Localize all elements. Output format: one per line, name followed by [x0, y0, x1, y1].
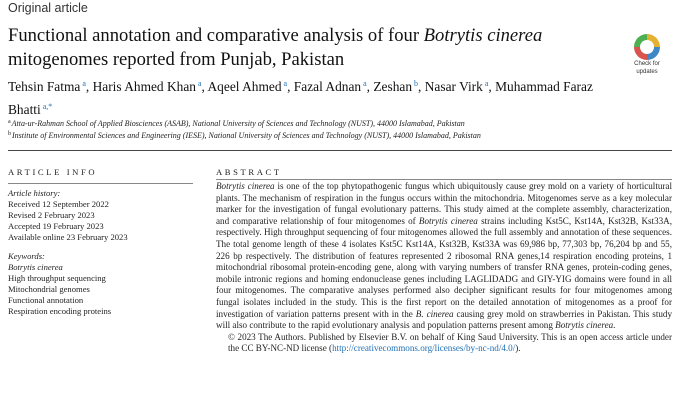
affiliation-sup: b — [8, 131, 11, 137]
abstract-text: is one of the top phytopathogenic fungus which ubiquitously cause grey mold on a variety of horticultural plants. The mechanism of respiration in the fungus occurs within the mitochondria. Mitogenomes serve as a key molecular marker for the investigation of fungal evolutionary patterns. This study aimed at the complete assembly, characterization, and comparative relationship of four mitogenomes of — [216, 181, 672, 226]
author-name[interactable]: Aqeel Ahmed — [207, 79, 282, 94]
author-name[interactable]: Nasar Virk — [424, 79, 483, 94]
title-species: Botrytis cinerea — [423, 25, 543, 46]
affiliation-sup: a — [8, 119, 11, 125]
author-name[interactable]: Fazal Adnan — [293, 79, 362, 94]
article-info-rule — [8, 183, 193, 184]
author-name[interactable]: Muhammad Faraz Bhatti — [8, 79, 593, 117]
keyword-item: Respiration encoding proteins — [8, 306, 112, 316]
article-info-heading: ARTICLE INFO — [8, 167, 98, 177]
author-name[interactable]: Zeshan — [373, 79, 413, 94]
abstract-heading: ABSTRACT — [216, 167, 282, 177]
check-updates-line-1: Check for — [634, 61, 660, 67]
affiliation-text: Atta-ur-Rahman School of Applied Biosciences (ASAB), National University of Sciences and Technology (NUST), 44000 Islamabad, Pakistan — [11, 119, 465, 128]
history-item: Available online 23 February 2023 — [8, 232, 128, 242]
check-updates-icon — [634, 34, 660, 60]
article-info — [8, 188, 193, 317]
author-separator: , — [488, 79, 496, 94]
keyword-item: Botrytis cinerea — [8, 262, 63, 272]
check-updates-line-2: updates — [636, 69, 658, 75]
paper-title — [8, 24, 598, 72]
keyword-item: High throughput sequencing — [8, 273, 106, 283]
keyword-item: Mitochondrial genomes — [8, 284, 90, 294]
abstract-text: causing grey mold on strawberries in Pakistan. This study will also contribute to the rapid evolutionary analysis and population patterns present among — [216, 308, 672, 331]
check-for-updates-badge[interactable] — [622, 34, 672, 74]
author-name[interactable]: Tehsin Fatma — [8, 79, 81, 94]
keyword-item: Functional annotation — [8, 295, 84, 305]
author-separator: , — [366, 79, 374, 94]
abstract-paragraph — [216, 181, 672, 332]
affiliation-b — [8, 129, 648, 141]
species-name: B. cinerea — [415, 308, 454, 319]
species-name: Botrytis cinerea — [216, 181, 275, 191]
title-part-2: mitogenomes reported from Punjab, Pakistan — [8, 49, 345, 70]
author-affiliation-sup[interactable]: a — [82, 79, 86, 88]
species-name: Botrytis cinerea — [418, 215, 478, 226]
author-list — [8, 74, 608, 120]
copyright-notice — [216, 332, 672, 355]
author-name[interactable]: Haris Ahmed Khan — [92, 79, 196, 94]
history-item: Revised 2 February 2023 — [8, 210, 95, 220]
author-affiliation-sup[interactable]: a — [197, 79, 202, 88]
author-affiliation-sup[interactable]: a — [484, 79, 489, 88]
license-link[interactable]: http://creativecommons.org/licenses/by-nc-nd/4.0/ — [332, 343, 516, 354]
author-separator: , — [85, 79, 93, 94]
author-affiliation-sup[interactable]: a — [363, 79, 367, 88]
affiliations — [8, 117, 648, 141]
author-affiliation-sup[interactable]: a,* — [42, 102, 53, 111]
history-item: Received 12 September 2022 — [8, 199, 109, 209]
author-separator: , — [201, 79, 208, 94]
affiliation-text: Institute of Environmental Sciences and Engineering (IESE), National University of Sciences and Technology (NUST), 44000 Islamabad, Pakistan — [12, 131, 481, 140]
species-name: Botrytis cinerea — [555, 320, 614, 331]
title-part-1: Functional annotation and comparative analysis of four — [8, 25, 424, 46]
author-affiliation-sup[interactable]: a — [283, 79, 288, 88]
abstract-text: . — [613, 320, 616, 331]
abstract-text: strains including Kst5C, Kst14A, Kst32B, Kst33A, respectively. High throughput sequencing of four mitogenomes allowed the full assembly and annotation of these sequences. The total genome length of these 4 isolates Kst5C Kst14A, Kst32B, Kst33A was 69,986 bp, 77,303 bp, 76,204 bp and 55, 226 bp respectively. The distribution of features represented 2 ribosomal RNA genes,14 respiration encoding proteins, 1 mitochondrial ribosomal protein-encoding gene, along with varying numbers of transfer RNA genes, protein-coding genes, mobile intronic regions and homing endonuclease genes including LAGLIDADG and GIY-YIG domains were found in all four mitogenomes. The comparative analyses performed also decipher significant results for four mitogenomes among fungal isolates included in the study. This is the first report on the detailed annotation of mitogenomes as a proof for investigation of variation patterns present with in the — [216, 215, 673, 319]
abstract-rule — [216, 179, 672, 180]
copyright-text: ). — [515, 343, 521, 354]
copyright-text: © 2023 The Authors. Published by Elsevier B.V. on behalf of King Saud University. This is an open access article under the CC BY-NC-ND license ( — [228, 331, 672, 354]
author-affiliation-sup[interactable]: b — [414, 79, 419, 88]
keywords-label: Keywords: — [8, 251, 45, 261]
author-separator: , — [287, 79, 294, 94]
history-label: Article history: — [8, 188, 61, 198]
section-divider — [8, 150, 672, 151]
abstract-body — [216, 181, 672, 355]
article-type-label: Original article — [8, 1, 88, 15]
affiliation-a — [8, 117, 648, 129]
history-item: Accepted 19 February 2023 — [8, 221, 104, 231]
author-separator: , — [418, 79, 425, 94]
